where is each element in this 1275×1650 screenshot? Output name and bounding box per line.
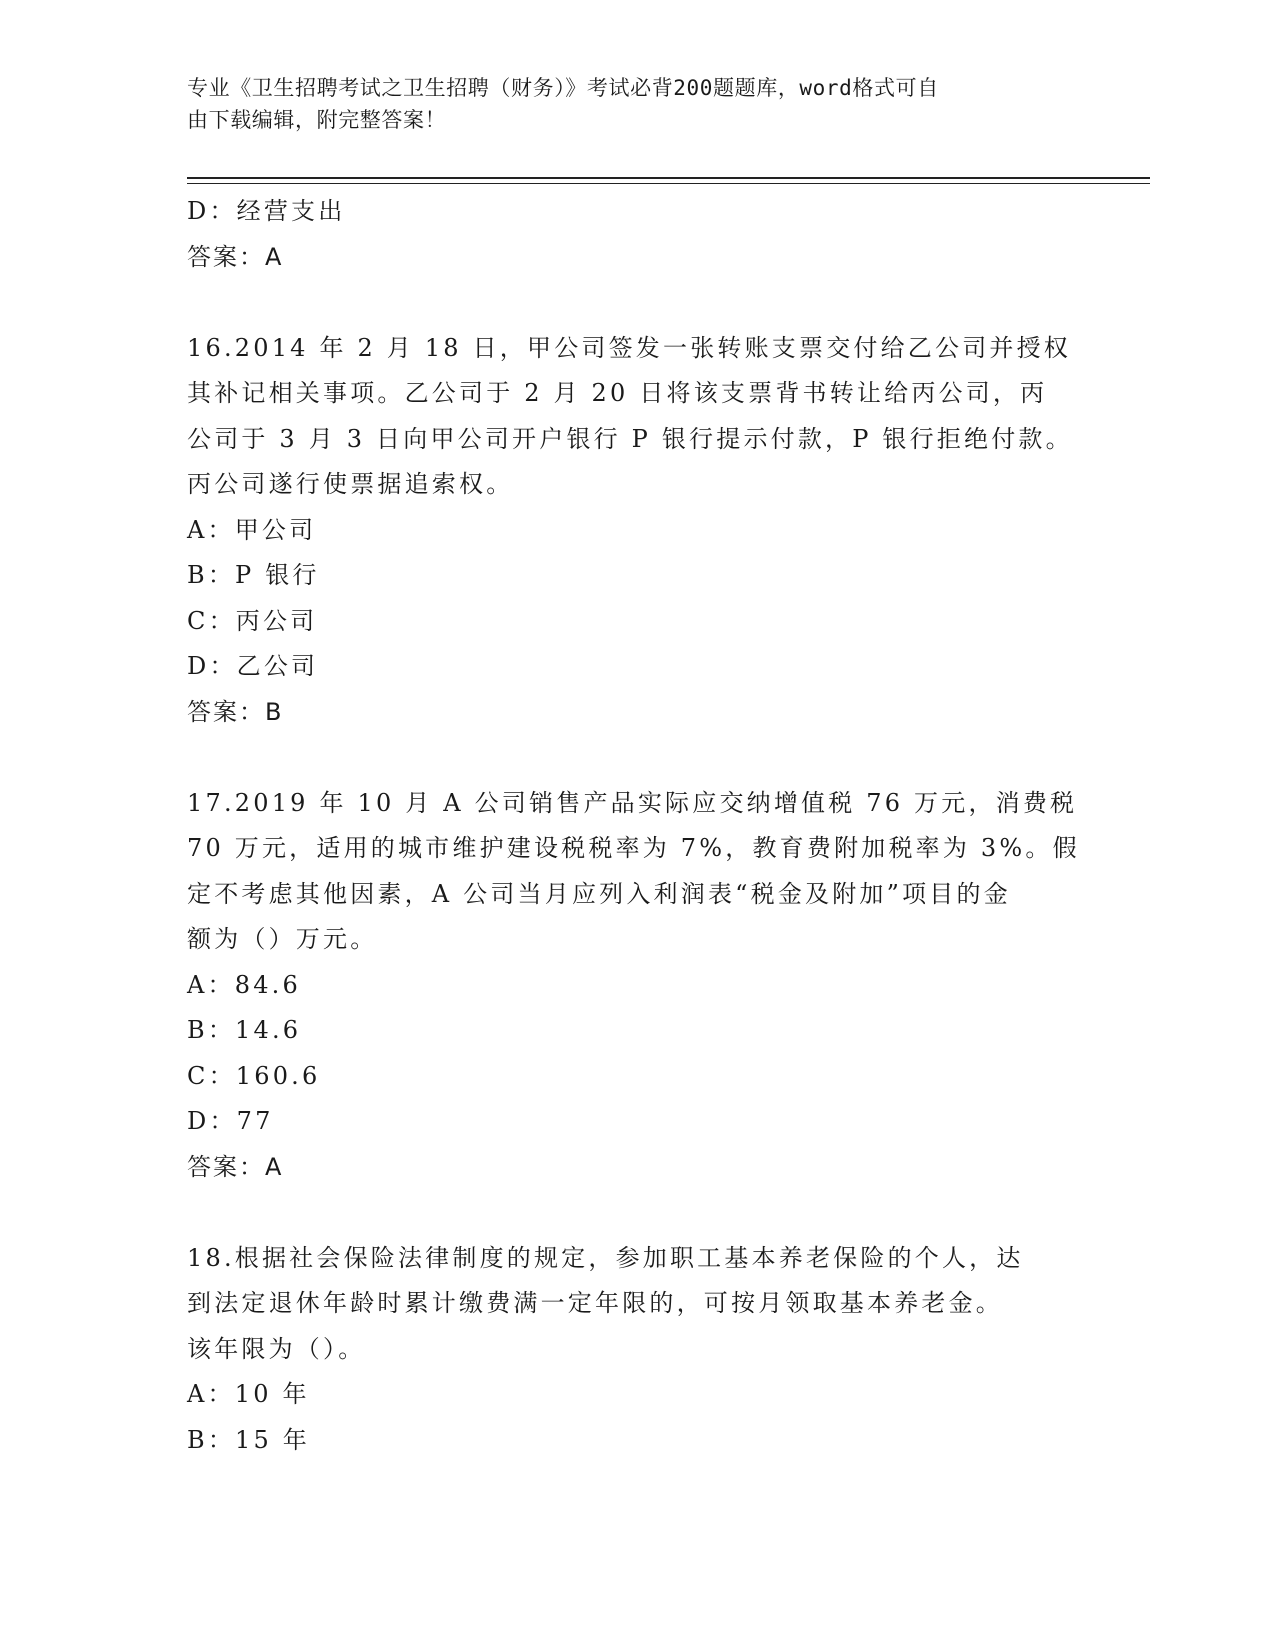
question-18-option-a: A：10 年 xyxy=(187,1380,310,1408)
question-17-stem-line: 70 万元，适用的城市维护建设税税率为 7%，教育费附加税率为 3%。假 xyxy=(187,834,1080,862)
question-16-stem-line: 公司于 3 月 3 日向甲公司开户银行 P 银行提示付款，P 银行拒绝付款。 xyxy=(187,424,1073,453)
question-17-option-d: D：77 xyxy=(187,1107,274,1135)
question-17-stem-line: 定不考虑其他因素，A 公司当月应列入利润表“税金及附加”项目的金 xyxy=(187,879,1011,908)
question-17-option-a: A：84.6 xyxy=(187,970,301,999)
prev-answer: 答案：A xyxy=(187,242,284,271)
header-title-line-2: 由下载编辑，附完整答案！ xyxy=(187,108,447,132)
question-16-stem-line: 丙公司遂行使票据追索权。 xyxy=(187,470,514,498)
spacer xyxy=(187,735,1087,781)
question-16-answer: 答案：B xyxy=(187,697,284,726)
question-16-stem-line: 其补记相关事项。乙公司于 2 月 20 日将该支票背书转让给丙公司，丙 xyxy=(187,379,1048,407)
header-divider-thin xyxy=(187,183,1150,184)
question-16-option-c: C：丙公司 xyxy=(187,606,318,635)
question-list xyxy=(187,189,1087,1463)
spacer xyxy=(187,1190,1087,1236)
question-18-option-b: B：15 年 xyxy=(187,1425,311,1454)
question-18-stem-line: 18.根据社会保险法律制度的规定，参加职工基本养老保险的个人，达 xyxy=(187,1243,1024,1272)
question-16-option-a: A：甲公司 xyxy=(187,515,317,544)
question-17-option-c: C：160.6 xyxy=(187,1061,321,1090)
question-16-option-d: D：乙公司 xyxy=(187,652,319,680)
question-16-stem-line: 16.2014 年 2 月 18 日，甲公司签发一张转账支票交付给乙公司并授权 xyxy=(187,333,1071,362)
header-title-line-1: 专业《卫生招聘考试之卫生招聘（财务）》考试必背200题题库，word格式可自 xyxy=(187,76,939,100)
question-18 xyxy=(187,1236,1087,1464)
question-18-stem-line: 该年限为（）。 xyxy=(187,1334,366,1363)
question-17 xyxy=(187,781,1087,1191)
question-16 xyxy=(187,326,1087,736)
spacer xyxy=(187,280,1087,326)
question-17-option-b: B：14.6 xyxy=(187,1016,302,1044)
question-16-option-b: B：P 银行 xyxy=(187,561,320,589)
header-divider-thick xyxy=(187,177,1150,179)
document-header xyxy=(187,72,1067,136)
question-17-answer: 答案：A xyxy=(187,1152,284,1181)
question-17-stem-line: 17.2019 年 10 月 A 公司销售产品实际应交纳增值税 76 万元，消费税 xyxy=(187,788,1078,817)
question-18-stem-line: 到法定退休年龄时累计缴费满一定年限的，可按月领取基本养老金。 xyxy=(187,1289,1003,1317)
prev-option-d: D：经营支出 xyxy=(187,197,346,225)
question-17-stem-line: 额为（）万元。 xyxy=(187,925,378,953)
